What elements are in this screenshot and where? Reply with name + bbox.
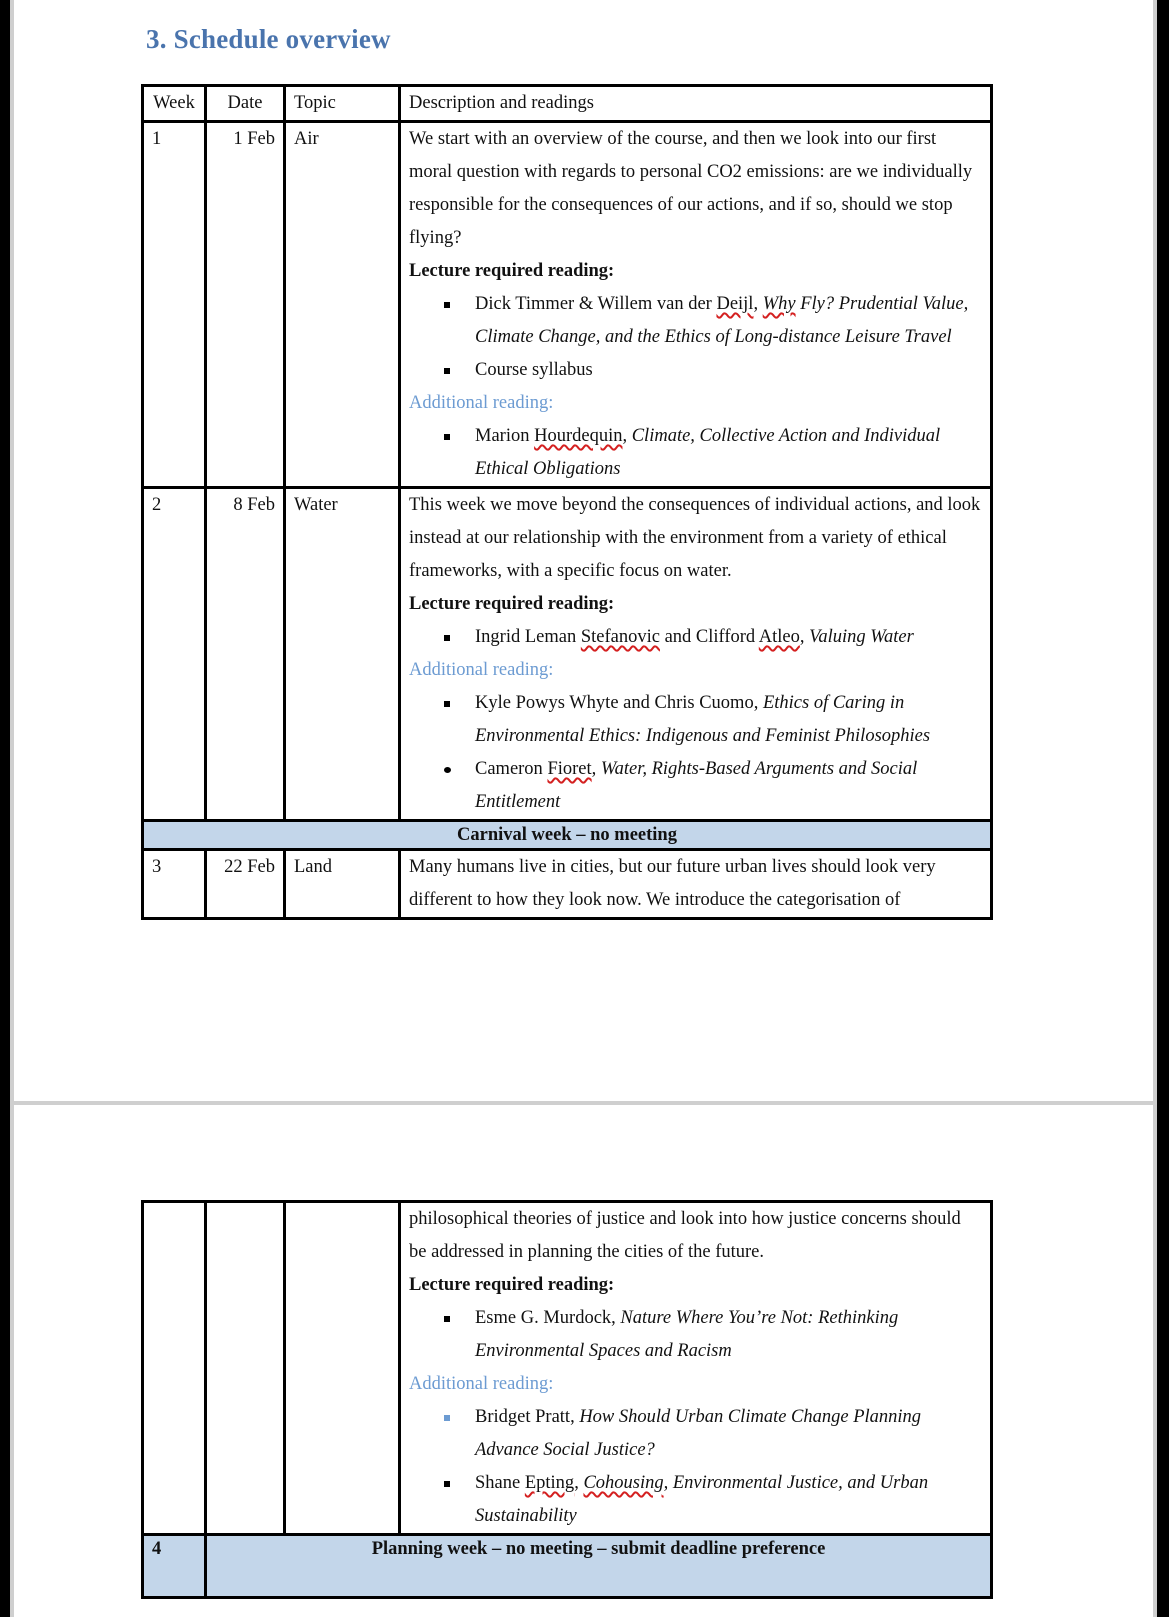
reading-item bbox=[475, 687, 982, 753]
reading-item bbox=[475, 1401, 982, 1467]
topic-cell-empty bbox=[285, 1202, 400, 1535]
reading-author-misspelled: Atleo bbox=[758, 627, 800, 647]
planning-week-row bbox=[143, 1535, 992, 1598]
table-row bbox=[143, 1202, 992, 1535]
square-bullet-icon bbox=[444, 1481, 450, 1487]
reading-author-misspelled: Hourdequin bbox=[534, 426, 623, 446]
square-bullet-icon bbox=[444, 635, 450, 641]
week-cell: 2 bbox=[143, 488, 206, 821]
required-reading-list bbox=[409, 1302, 982, 1368]
date-cell-empty bbox=[206, 1202, 285, 1535]
reading-title: Valuing Water bbox=[809, 627, 914, 647]
additional-reading-label: Additional reading: bbox=[409, 393, 554, 413]
separator: , bbox=[753, 294, 763, 314]
header-description: Description and readings bbox=[400, 86, 992, 122]
round-bullet-icon bbox=[444, 767, 451, 773]
square-bullet-icon bbox=[444, 302, 450, 308]
reading-title-misspelled: Why bbox=[762, 294, 796, 314]
reading-title: Ethics of Caring in Environmental Ethics: Indigenous and Feminist Philosophies bbox=[475, 693, 931, 746]
reading-author-misspelled: Deijl bbox=[716, 294, 754, 314]
required-reading-label: Lecture required reading: bbox=[409, 594, 615, 614]
table-row bbox=[143, 850, 992, 919]
table-row bbox=[143, 488, 992, 821]
reading-author: and Clifford bbox=[659, 627, 759, 647]
description-cell bbox=[400, 122, 992, 488]
topic-cell: Air bbox=[285, 122, 400, 488]
header-date: Date bbox=[206, 86, 285, 122]
schedule-table bbox=[141, 84, 993, 920]
required-reading-list bbox=[409, 288, 982, 387]
planning-week-text: Planning week – no meeting – submit deadline preference bbox=[206, 1535, 992, 1598]
week-cell: 1 bbox=[143, 122, 206, 488]
reading-author: Shane bbox=[475, 1473, 525, 1493]
separator: , bbox=[622, 426, 632, 446]
reading-item bbox=[475, 621, 982, 654]
required-reading-label: Lecture required reading: bbox=[409, 261, 615, 281]
reading-author: Bridget Pratt bbox=[475, 1407, 571, 1427]
date-cell: 1 Feb bbox=[206, 122, 285, 488]
carnival-week-text: Carnival week – no meeting bbox=[143, 821, 992, 850]
table-row bbox=[143, 122, 992, 488]
reading-title: Fly? Prudential Value, Climate Change, and the Ethics of Long-distance Leisure Travel bbox=[475, 294, 969, 347]
reading-item bbox=[475, 1302, 982, 1368]
reading-author: Dick Timmer & Willem van der bbox=[475, 294, 717, 314]
week-cell: 4 bbox=[143, 1535, 206, 1598]
reading-title-misspelled: Cohousing bbox=[583, 1473, 664, 1493]
separator: , bbox=[753, 693, 763, 713]
additional-reading-list bbox=[409, 1401, 982, 1533]
window-frame-left-shadow bbox=[10, 0, 14, 1617]
header-topic: Topic bbox=[285, 86, 400, 122]
additional-reading-list bbox=[409, 420, 982, 486]
description-cell bbox=[400, 850, 992, 919]
reading-item bbox=[475, 420, 982, 486]
window-frame-right bbox=[1157, 0, 1169, 1617]
description-text: We start with an overview of the course, and then we look into our first moral question with regards to personal CO2 emissions: are we individually responsible for the consequences of our actions, and if so, should we stop flying? bbox=[409, 129, 973, 248]
table-header-row bbox=[143, 86, 992, 122]
window-frame-left bbox=[0, 0, 10, 1617]
reading-title: Nature Where You’re Not: Rethinking Environmental Spaces and Racism bbox=[475, 1308, 899, 1361]
separator: , bbox=[611, 1308, 621, 1328]
carnival-week-row bbox=[143, 821, 992, 850]
square-bullet-icon bbox=[444, 434, 450, 440]
schedule-table-continued bbox=[141, 1200, 993, 1599]
description-text: Many humans live in cities, but our future urban lives should look very different to how they look now. We introduce the categorisation of bbox=[409, 857, 936, 910]
reading-title: How Should Urban Climate Change Planning Advance Social Justice? bbox=[475, 1407, 922, 1460]
reading-item bbox=[475, 1467, 982, 1533]
description-text: This week we move beyond the consequences of individual actions, and look instead at our relationship with the environment from a variety of ethical frameworks, with a specific focus on water. bbox=[409, 495, 981, 581]
square-bullet-icon bbox=[444, 701, 450, 707]
additional-reading-list bbox=[409, 687, 982, 819]
reading-author: Kyle Powys Whyte and Chris Cuomo bbox=[475, 693, 754, 713]
description-text: philosophical theories of justice and look into how justice concerns should be addressed in planning the cities of the future. bbox=[409, 1209, 961, 1262]
square-bullet-icon bbox=[444, 1415, 450, 1421]
separator: , bbox=[574, 1473, 584, 1493]
date-cell: 22 Feb bbox=[206, 850, 285, 919]
reading-title: , Environmental Justice, and Urban Sustainability bbox=[475, 1473, 929, 1526]
reading-title: Climate, Collective Action and Individual Ethical Obligations bbox=[475, 426, 941, 479]
separator: , bbox=[799, 627, 810, 647]
topic-cell: Water bbox=[285, 488, 400, 821]
square-bullet-icon bbox=[444, 368, 450, 374]
week-cell-empty bbox=[143, 1202, 206, 1535]
required-reading-label: Lecture required reading: bbox=[409, 1275, 615, 1295]
required-reading-list bbox=[409, 621, 982, 654]
date-cell: 8 Feb bbox=[206, 488, 285, 821]
additional-reading-label: Additional reading: bbox=[409, 1374, 554, 1394]
topic-cell: Land bbox=[285, 850, 400, 919]
reading-item bbox=[475, 753, 982, 819]
separator: , bbox=[591, 759, 601, 779]
reading-author-misspelled: Epting bbox=[524, 1473, 575, 1493]
reading-author: Cameron bbox=[475, 759, 548, 779]
separator: , bbox=[570, 1407, 580, 1427]
reading-author: Esme G. Murdock bbox=[475, 1308, 612, 1328]
section-heading: 3. Schedule overview bbox=[146, 24, 391, 54]
description-cell bbox=[400, 488, 992, 821]
square-bullet-icon bbox=[444, 1316, 450, 1322]
week-cell: 3 bbox=[143, 850, 206, 919]
description-cell bbox=[400, 1202, 992, 1535]
reading-author: Ingrid Leman bbox=[475, 627, 581, 647]
reading-item bbox=[475, 354, 982, 387]
reading-author-misspelled: Fioret bbox=[547, 759, 592, 779]
reading-title: Water, Rights-Based Arguments and Social Entitlement bbox=[475, 759, 918, 812]
reading-item bbox=[475, 288, 982, 354]
reading-author: Marion bbox=[475, 426, 535, 446]
page-break-divider bbox=[14, 1101, 1153, 1105]
header-week: Week bbox=[143, 86, 206, 122]
reading-author-misspelled: Stefanovic bbox=[580, 627, 660, 647]
reading-author: Course syllabus bbox=[475, 360, 593, 380]
additional-reading-label: Additional reading: bbox=[409, 660, 554, 680]
